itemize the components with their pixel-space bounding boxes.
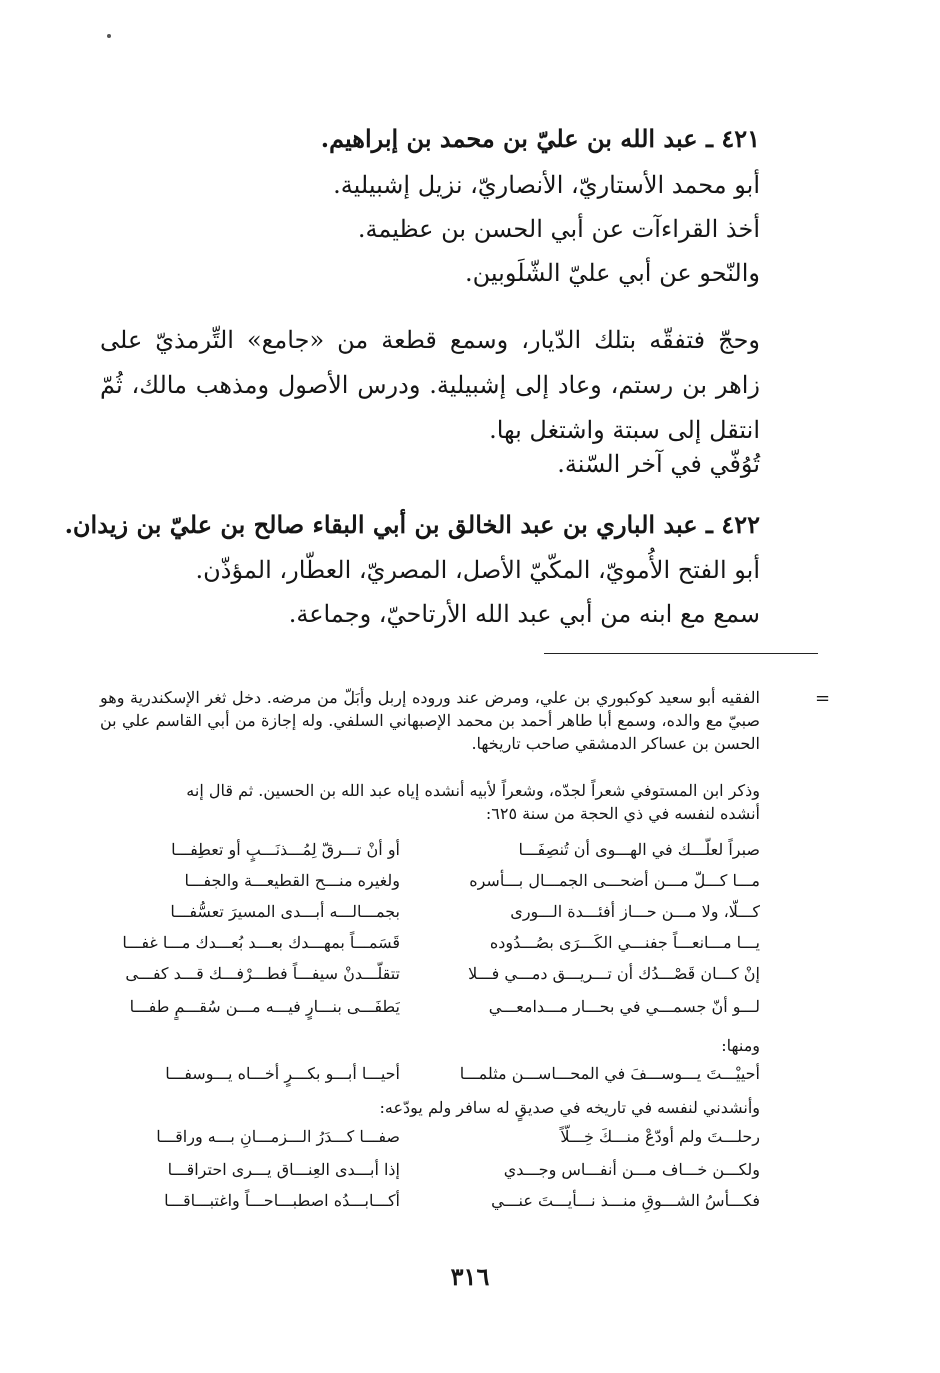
verse-first-hemistich: يـــا مـــانعـــاً جفنـــي الكَـــرَى بصُـــدُوده xyxy=(489,933,760,952)
verse-second-hemistich: أكـــابـــدُه اصطبـــاحـــاً واغتبـــاقـــا xyxy=(164,1191,400,1210)
verse-first-hemistich: إنْ كـــان قَصْـــدُك أن تـــريـــق دمـــي فـــلا xyxy=(468,964,760,983)
verse-3-3 xyxy=(100,1187,760,1215)
footnote-minha: ومنها: xyxy=(721,1036,760,1055)
verse-second-hemistich: إذا أبـــدى العِنـــاق يـــرى احتراقـــا xyxy=(167,1160,400,1179)
verse-1-3 xyxy=(100,898,760,926)
footnote-paragraph-1: الفقيه أبو سعيد كوكبوري بن علي، ومرض عند وروده إربل وأبَلّ من مرضه. دخل ثغر الإسكندرية وهو صبيّ مع والده، وسمع أبا طاهر أحمد بن محمد الإصبهاني السلفي. وله إجازة من أبي القاسم علي بن الحسن بن عساكر الدمشقي صاحب تاريخها. xyxy=(100,688,760,753)
footnote-continuation-marker: = xyxy=(815,688,831,709)
page-number: ٣١٦ xyxy=(450,1262,490,1291)
verse-second-hemistich: صفـــا كـــدَرُ الـــزمـــانِ بـــه وراقـــا xyxy=(156,1127,400,1146)
entry-422-kunya: أبو الفتح الأُمويّ، المكّيّ الأصل، المصريّ، العطّار، المؤذّن. xyxy=(195,556,760,584)
verse-3-2 xyxy=(100,1156,760,1184)
verse-1-5 xyxy=(100,960,760,988)
verse-first-hemistich: كـــلّا، ولا مـــن حـــاز أفئـــدة الـــورى xyxy=(510,902,760,921)
entry-422-sama: سمع مع ابنه من أبي عبد الله الأرتاحيّ، وجماعة. xyxy=(288,600,760,628)
scan-speck xyxy=(107,34,111,38)
entry-422-heading: ٤٢٢ ـ عبد الباري بن عبد الخالق بن أبي البقاء صالح بن عليّ بن زيدان. xyxy=(64,510,760,539)
verse-first-hemistich: ولكـــن خـــاف مـــن أنفـــاس وجـــدي xyxy=(503,1160,760,1179)
verse-first-hemistich: صبراً لعلّـــك في الهـــوى أن تُنصِفَـــا xyxy=(518,840,760,859)
verse-second-hemistich: بجمـــالـــه أبـــدى المسيرَ تعسُّفـــا xyxy=(170,902,400,921)
entry-421-heading: ٤٢١ ـ عبد الله بن عليّ بن محمد بن إبراهيم. xyxy=(320,124,760,153)
entry-421-death: تُوُفّي في آخر السّنة. xyxy=(557,450,760,478)
verse-first-hemistich: أحييْـــتَ يـــوســـفَ في المحـــاســـن مثلمـــا xyxy=(460,1064,760,1083)
verse-first-hemistich: رحلـــتَ ولم أودّعْ منـــكَ خِـــلّاً xyxy=(560,1127,760,1146)
verse-second-hemistich: يَطفَـــى بنـــارٍ فيـــه مـــن سُقـــمٍ طفـــا xyxy=(129,997,400,1016)
verse-2-1 xyxy=(100,1060,760,1088)
verse-1-2 xyxy=(100,867,760,895)
verse-3-1 xyxy=(100,1123,760,1151)
entry-421-teacher-nahw: والنّحو عن أبي عليّ الشّلَوبين. xyxy=(465,259,760,287)
verse-first-hemistich: فكـــأسُ الشـــوقِ منـــذ نـــأيـــتَ عنـــي xyxy=(491,1191,760,1210)
footnote-poem-intro: وأنشدني لنفسه في تاريخه في صديقٍ له سافر ولم يودّعه: xyxy=(379,1098,760,1117)
verse-second-hemistich: ولغيره منـــح القطيعـــة والجفـــا xyxy=(184,871,400,890)
verse-second-hemistich: أو أنْ تـــرقّ لِمُـــذنَـــبٍ أو تعطِفـــا xyxy=(171,840,400,859)
entry-421-teacher-qiraat: أخذ القراءآت عن أبي الحسن بن عظيمة. xyxy=(357,215,760,243)
verse-second-hemistich: تتقلّـــدنْ سيفـــاً فطـــرْفـــك قـــد كفـــى xyxy=(125,964,400,983)
verse-first-hemistich: لـــو أنّ جسمـــي في بحـــار مـــدامعـــي xyxy=(488,997,760,1016)
entry-421-biography: وحجّ فتفقّه بتلك الدّيار، وسمع قطعة من «جامع» التِّرمذيّ على زاهر بن رستم، وعاد إلى إشبيلية. ودرس الأصول ومذهب مالك، ثُمّ انتقل إلى سبتة واشتغل بها. xyxy=(100,326,761,444)
verse-1-6 xyxy=(100,993,760,1021)
footnote-paragraph-2-end: أنشده لنفسه في ذي الحجة من سنة ٦٢٥: xyxy=(485,804,760,823)
verse-first-hemistich: مـــا كـــلّ مـــن أضحـــى الجمـــال بـــأسره xyxy=(469,871,760,890)
verse-1-1 xyxy=(100,836,760,864)
verse-second-hemistich: قَسَمـــاً بمهـــدك بعـــد بُعـــدك مـــا غفـــا xyxy=(122,933,400,952)
verse-1-4 xyxy=(100,929,760,957)
verse-second-hemistich: أحيـــا أبـــو بكـــرٍ أخـــاه يـــوسفـــا xyxy=(165,1064,400,1083)
footnote-paragraph-2: وذكر ابن المستوفي شعراً لجدّه، وشعراً لأبيه أنشده إياه عبد الله بن الحسين. ثم قال إنه xyxy=(186,781,760,800)
entry-421-kunya: أبو محمد الأستاريّ، الأنصاريّ، نزيل إشبيلية. xyxy=(333,171,760,199)
footnote-divider xyxy=(544,653,818,654)
